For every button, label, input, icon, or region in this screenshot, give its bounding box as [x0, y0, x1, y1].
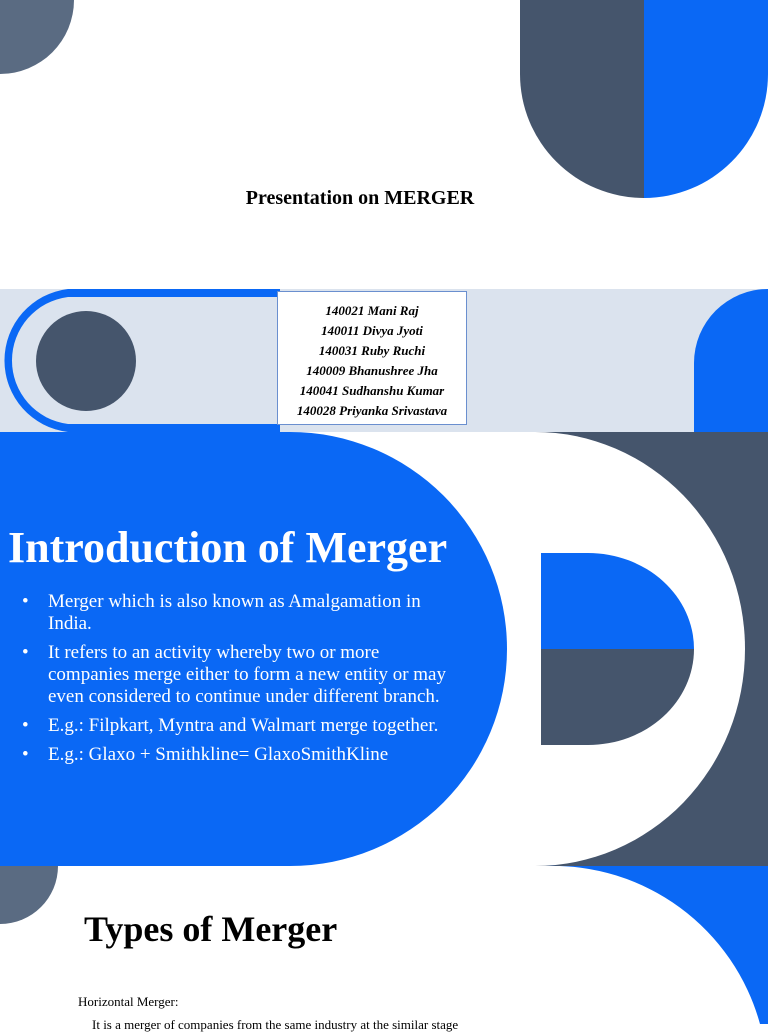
- presentation-title: Presentation on MERGER: [245, 187, 475, 209]
- introduction-slide: [0, 432, 768, 866]
- subheading: Horizontal Merger:: [78, 994, 179, 1009]
- bullet-item: [22, 715, 462, 737]
- member-line: 140021 Mani Raj: [325, 303, 419, 318]
- member-line: 140009 Bhanushree Jha: [306, 363, 438, 378]
- members-slide: [0, 289, 768, 432]
- bullet-icon: •: [22, 591, 29, 612]
- member-line: 140011 Divya Jyoti: [321, 323, 423, 338]
- cut-off-text: It is a merger of companies from the same industry at the similar stage: [92, 1017, 459, 1032]
- left-leaf-shape: [520, 0, 644, 198]
- types-slide: [0, 866, 768, 1032]
- corner-quarter-circle-shape: [0, 0, 74, 74]
- types-heading: Types of Merger: [84, 909, 338, 949]
- title-slide: [0, 0, 768, 289]
- bullet-icon: •: [22, 642, 29, 663]
- slate-circle-shape: [36, 311, 136, 411]
- bullet-text: E.g.: Filpkart, Myntra and Walmart merge together.: [48, 715, 439, 736]
- introduction-heading: Introduction of Merger: [8, 523, 448, 572]
- bullet-text: It refers to an activity whereby two or more companies merge either to form a new entity or may even considered to continue under different branch.: [48, 642, 446, 707]
- bullet-icon: •: [22, 715, 29, 736]
- right-arch-shape: [694, 289, 768, 432]
- bullet-icon: •: [22, 744, 29, 765]
- bullet-item: [22, 591, 462, 635]
- member-line: 140028 Priyanka Srivastava: [296, 403, 448, 418]
- bullet-text: E.g.: Glaxo + Smithkline= GlaxoSmithKline: [48, 744, 389, 765]
- member-line: 140041 Sudhanshu Kumar: [299, 383, 445, 398]
- members-box: [277, 291, 467, 425]
- corner-quarter-circle-shape: [0, 866, 58, 924]
- member-line: 140031 Ruby Ruchi: [318, 343, 426, 358]
- bullet-item: [22, 744, 462, 766]
- bullet-item: [22, 642, 462, 708]
- right-leaf-shape: [644, 0, 768, 198]
- decorative-shapes: [0, 0, 768, 289]
- bullet-list: [22, 591, 462, 773]
- blue-arc-shape: [545, 866, 768, 1024]
- bullet-text: Merger which is also known as Amalgamation in India.: [48, 591, 421, 634]
